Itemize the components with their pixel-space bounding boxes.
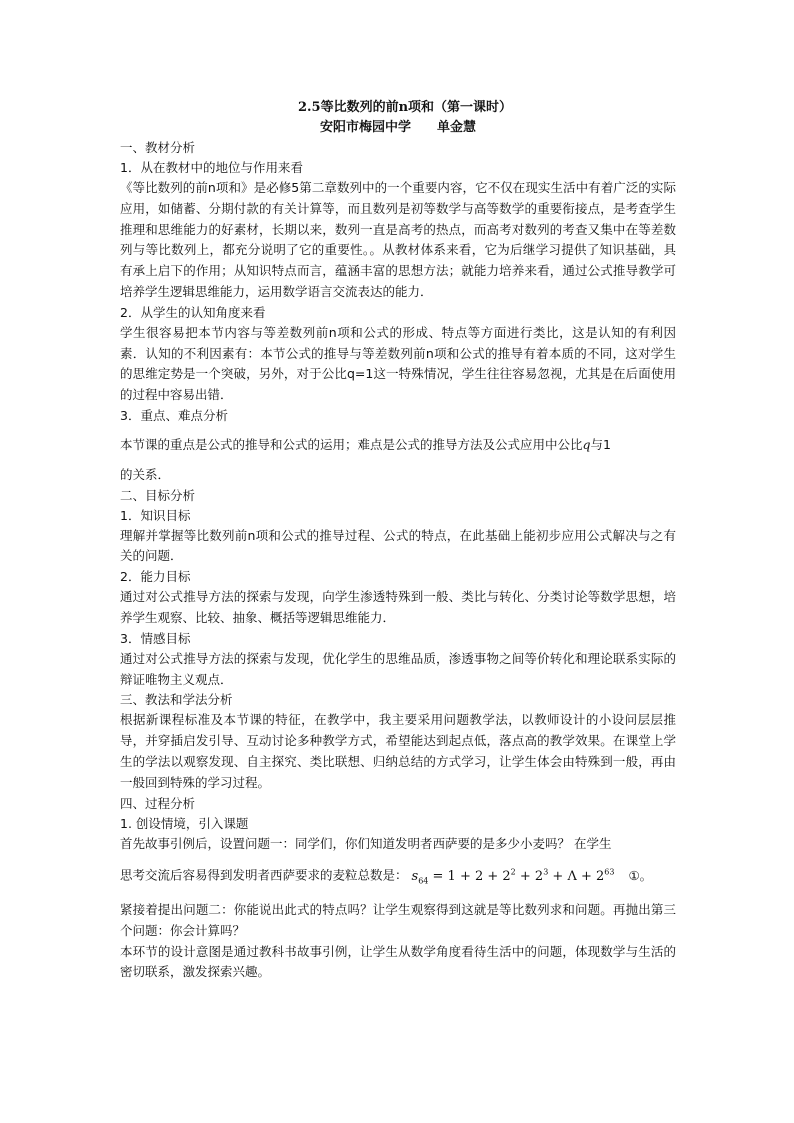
subsection-heading-2-3: 3．情感目标	[120, 630, 191, 646]
formula-line: 思考交流后容易得到发明者西萨要求的麦粒总数是： $s_{64} = 1 + 2 + 2^2 + 2^3 + \Lambda + 2^{63}$ ①。	[120, 867, 653, 886]
section-heading-2: 二、目标分析	[120, 487, 196, 503]
document-title: 2.5等比数列的前n项和（第一课时）	[297, 100, 513, 115]
author-name: 单金慧	[437, 120, 477, 135]
paragraph-teaching-methods: 根据新课程标准及本节课的特征，在教学中，我主要采用问题教学法，以教师设计的小设问层层推导，并穿插启发引导、互动讨论多种教学方式，希望能达到起点低，落点高的教学效果。在课堂上学生的学法以观察发现、自主探究、类比联想、归纳总结的方式学习，让学生体会由特殊到一般，再由一般回到特殊的学习过程。	[120, 712, 676, 790]
paragraph-ability-goal: 通过对公式推导方法的探索与发现，向学生渗透特殊到一般、类比与转化、分类讨论等数学思想，培养学生观察、比较、抽象、概括等逻辑思维能力．	[120, 589, 676, 625]
subsection-heading-1-3: 3．重点、难点分析	[120, 407, 228, 423]
section-heading-3: 三、教法和学法分析	[120, 692, 233, 708]
paragraph-key-points: 本节课的重点是公式的推导和公式的运用；难点是公式的推导方法及公式应用中公比q与1	[120, 436, 611, 452]
paragraph-question-two: 紧接着提出问题二：你能说出此式的特点吗？让学生观察得到这就是等比数列求和问题。再抛出第三个问题：你会计算吗？	[120, 902, 676, 938]
wheat-sum-formula: $s_{64} = 1 + 2 + 2^2 + 2^3 + \Lambda + 2^{63}$	[411, 867, 615, 886]
subsection-heading-2-2: 2．能力目标	[120, 569, 191, 585]
section-heading-4: 四、过程分析	[120, 795, 196, 811]
section-heading-1: 一、教材分析	[120, 140, 196, 155]
paragraph-textbook-role: 《等比数列的前n项和》是必修5第二章数列中的一个重要内容，它不仅在现实生活中有着广泛的实际应用，如储蓄、分期付款的有关计算等，而且数列是初等数学与高等数学的重要衔接点，是考查学生推理和思维能力的好素材，长期以来，数列一直是高考的热点，而高考对数列的考查又集中在等差数列与等比数列上，都充分说明了它的重要性。。从教材体系来看，它为后继学习提供了知识基础，具有承上启下的作用；从知识特点而言，蕴涵丰富的思想方法；就能力培养来看，通过公式推导教学可培养学生逻辑思维能力，运用数学语言交流表达的能力．	[120, 180, 676, 299]
paragraph-knowledge-goal: 理解并掌握等比数列前n项和公式的推导过程、公式的特点，在此基础上能初步应用公式解决与之有关的问题．	[120, 527, 676, 564]
paragraph-key-points-end: 的关系．	[120, 466, 171, 482]
document-page	[120, 98, 676, 983]
paragraph-story-intro: 首先故事引例后，设置问题一：同学们，你们知道发明者西萨要的是多少小麦吗？ 在学生	[120, 835, 612, 851]
school-name: 安阳市梅园中学	[319, 120, 411, 135]
paragraph-student-cognition: 学生很容易把本节内容与等差数列前n项和公式的形成、特点等方面进行类比，这是认知的有利因素．认知的不利因素有：本节公式的推导与等差数列前n项和公式的推导有着本质的不同，这对学生的思维定势是一个突破，另外，对于公比q=1这一特殊情况，学生往往容易忽视，尤其是在后面使用的过程中容易出错．	[120, 324, 676, 403]
author-line	[120, 118, 676, 138]
subsection-heading-1-1: 1．从在教材中的地位与作用来看	[120, 160, 303, 175]
ratio-symbol: q	[582, 436, 591, 452]
subsection-heading-1-2: 2．从学生的认知角度来看	[120, 304, 266, 320]
paragraph-emotion-goal: 通过对公式推导方法的探索与发现，优化学生的思维品质，渗透事物之间等价转化和理论联系实际的辩证唯物主义观点．	[120, 650, 676, 687]
paragraph-design-intent: 本环节的设计意图是通过教科书故事引例，让学生从数学角度看待生活中的问题，体现数学与生活的密切联系，激发探索兴趣。	[120, 943, 676, 980]
subsection-heading-2-1: 1．知识目标	[120, 507, 191, 523]
subsection-heading-4-1: 1. 创设情境，引入课题	[120, 815, 249, 831]
equation-tag: ①。	[628, 867, 653, 883]
